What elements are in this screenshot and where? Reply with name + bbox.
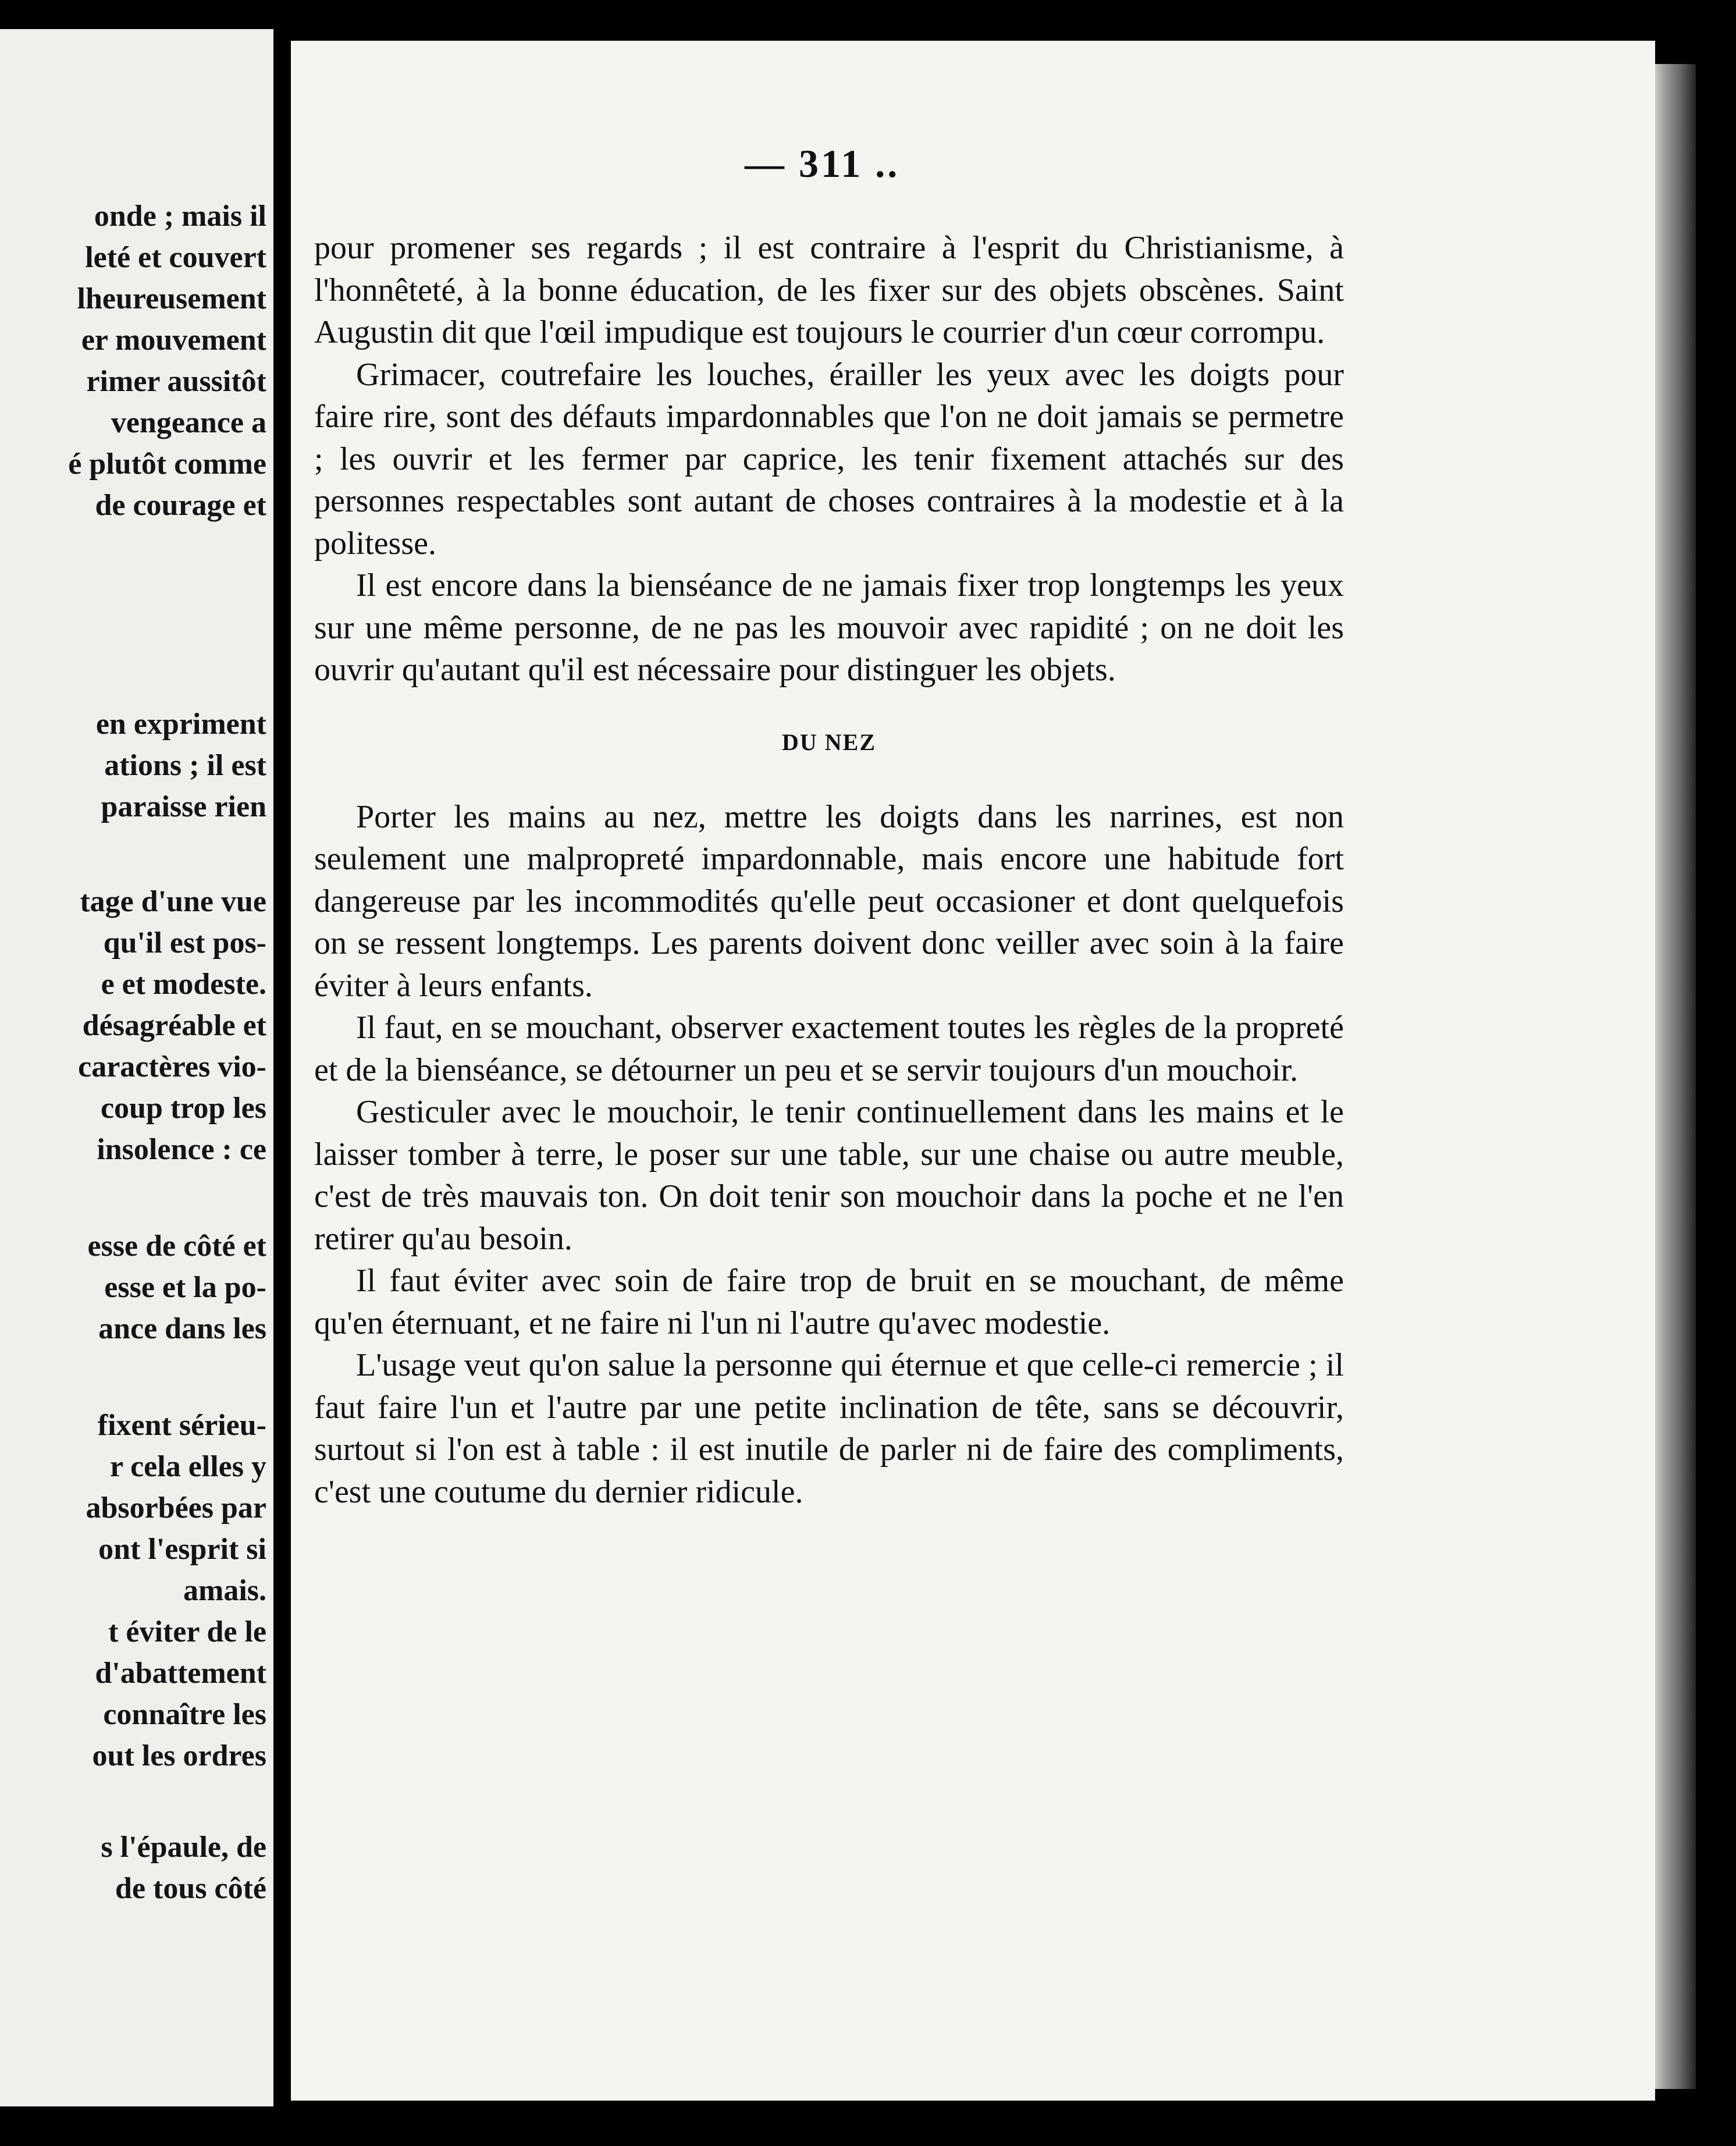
page-number: — 311 .. — [745, 141, 900, 186]
left-line: qu'il est pos- — [103, 926, 266, 960]
left-line: de courage et — [95, 489, 266, 522]
paragraph: Porter les mains au nez, mettre les doigts dans les narrines, est non seulement une malpropreté impardonnable, mais encore une habitude fort dangereuse par les incommodités qu'elle peut occasioner et dont quelquefois on se ressent longtemps. Les parents doivent donc veiller avec soin à la faire éviter à leurs enfants. — [314, 798, 1344, 1004]
paragraph: Il faut, en se mouchant, observer exactement toutes les règles de la propreté et de la bienséance, se détourner un peu et se servir toujours d'un mouchoir. — [314, 1010, 1344, 1088]
left-line: onde ; mais il — [94, 200, 266, 233]
paragraph: pour promener ses regards ; il est contraire à l'esprit du Christianisme, à l'honnêteté, à la bonne éducation, de les fixer sur des objets obscènes. Saint Augustin dit que l'œil impudique est toujours le courrier d'un cœur corrompu. — [314, 230, 1344, 350]
paragraph: Grimacer, coutrefaire les louches, érailler les yeux avec les doigts pour faire rire, sont des défauts impardonnables que l'on ne doit jamais se permetre ; les ouvrir et les fermer par caprice, les tenir fixement attachés sur des personnes respectables sont autant de choses contraires à la modestie et à la politesse. — [314, 356, 1344, 562]
left-line: ance dans les — [98, 1312, 266, 1345]
left-line: out les ordres — [92, 1739, 266, 1772]
left-line: coup trop les — [100, 1092, 266, 1125]
page-body — [314, 227, 1344, 1513]
left-line: de tous côté — [115, 1872, 266, 1905]
left-line: amais. — [183, 1574, 266, 1607]
page-edge — [1655, 64, 1696, 2089]
left-line: paraisse rien — [101, 790, 266, 823]
paragraph: Il est encore dans la bienséance de ne jamais fixer trop longtemps les yeux sur une même personne, de ne pas les mouvoir avec rapidité ; on ne doit les ouvrir qu'autant qu'il est nécessaire pour distinguer les objets. — [314, 567, 1344, 688]
left-line: lheureusement — [77, 282, 266, 315]
left-line: connaître les — [103, 1698, 266, 1731]
left-line: s l'épaule, de — [101, 1831, 266, 1864]
left-line: esse et la po- — [104, 1271, 266, 1304]
left-line: rimer aussitôt — [86, 365, 266, 398]
left-line: absorbées par — [86, 1491, 266, 1525]
left-line: t éviter de le — [108, 1615, 266, 1648]
left-facing-page — [0, 29, 273, 2106]
left-line: caractères vio- — [78, 1050, 266, 1083]
left-line: leté et couvert — [85, 241, 266, 274]
paragraph: L'usage veut qu'on salue la personne qui éternue et que celle-ci remercie ; il faut faire l'un et l'autre par une petite inclination de tête, sans se découvrir, surtout si l'on est à table : il est inutile de parler ni de faire des compliments, c'est une coutume du dernier ridicule. — [314, 1347, 1344, 1510]
left-line: fixent sérieu- — [97, 1409, 266, 1442]
section-title: DU NEZ — [781, 729, 877, 755]
left-line: r cela elles y — [109, 1450, 266, 1483]
left-line: ont l'esprit si — [98, 1533, 266, 1566]
left-line: ations ; il est — [104, 749, 266, 782]
left-line: er mouvement — [81, 324, 266, 357]
paragraph: Gesticuler avec le mouchoir, le tenir continuellement dans les mains et le laisser tomber à terre, le poser sur une table, sur une chaise ou autre meuble, c'est de très mauvais ton. On doit tenir son mouchoir dans la poche et ne l'en retirer qu'au besoin. — [314, 1094, 1344, 1257]
left-line: esse de côté et — [87, 1230, 266, 1263]
left-line: désagréable et — [82, 1009, 266, 1042]
left-line: tage d'une vue — [80, 885, 266, 918]
left-line: d'abattement — [95, 1657, 266, 1690]
left-line: vengeance a — [111, 406, 266, 439]
left-line: e et modeste. — [101, 968, 266, 1001]
paragraph: Il faut éviter avec soin de faire trop de bruit en se mouchant, de même qu'en éternuant, et ne faire ni l'un ni l'autre qu'avec modestie. — [314, 1263, 1344, 1341]
left-line: en expriment — [95, 708, 266, 741]
left-line: é plutôt comme — [68, 447, 266, 481]
left-line: insolence : ce — [97, 1133, 266, 1166]
